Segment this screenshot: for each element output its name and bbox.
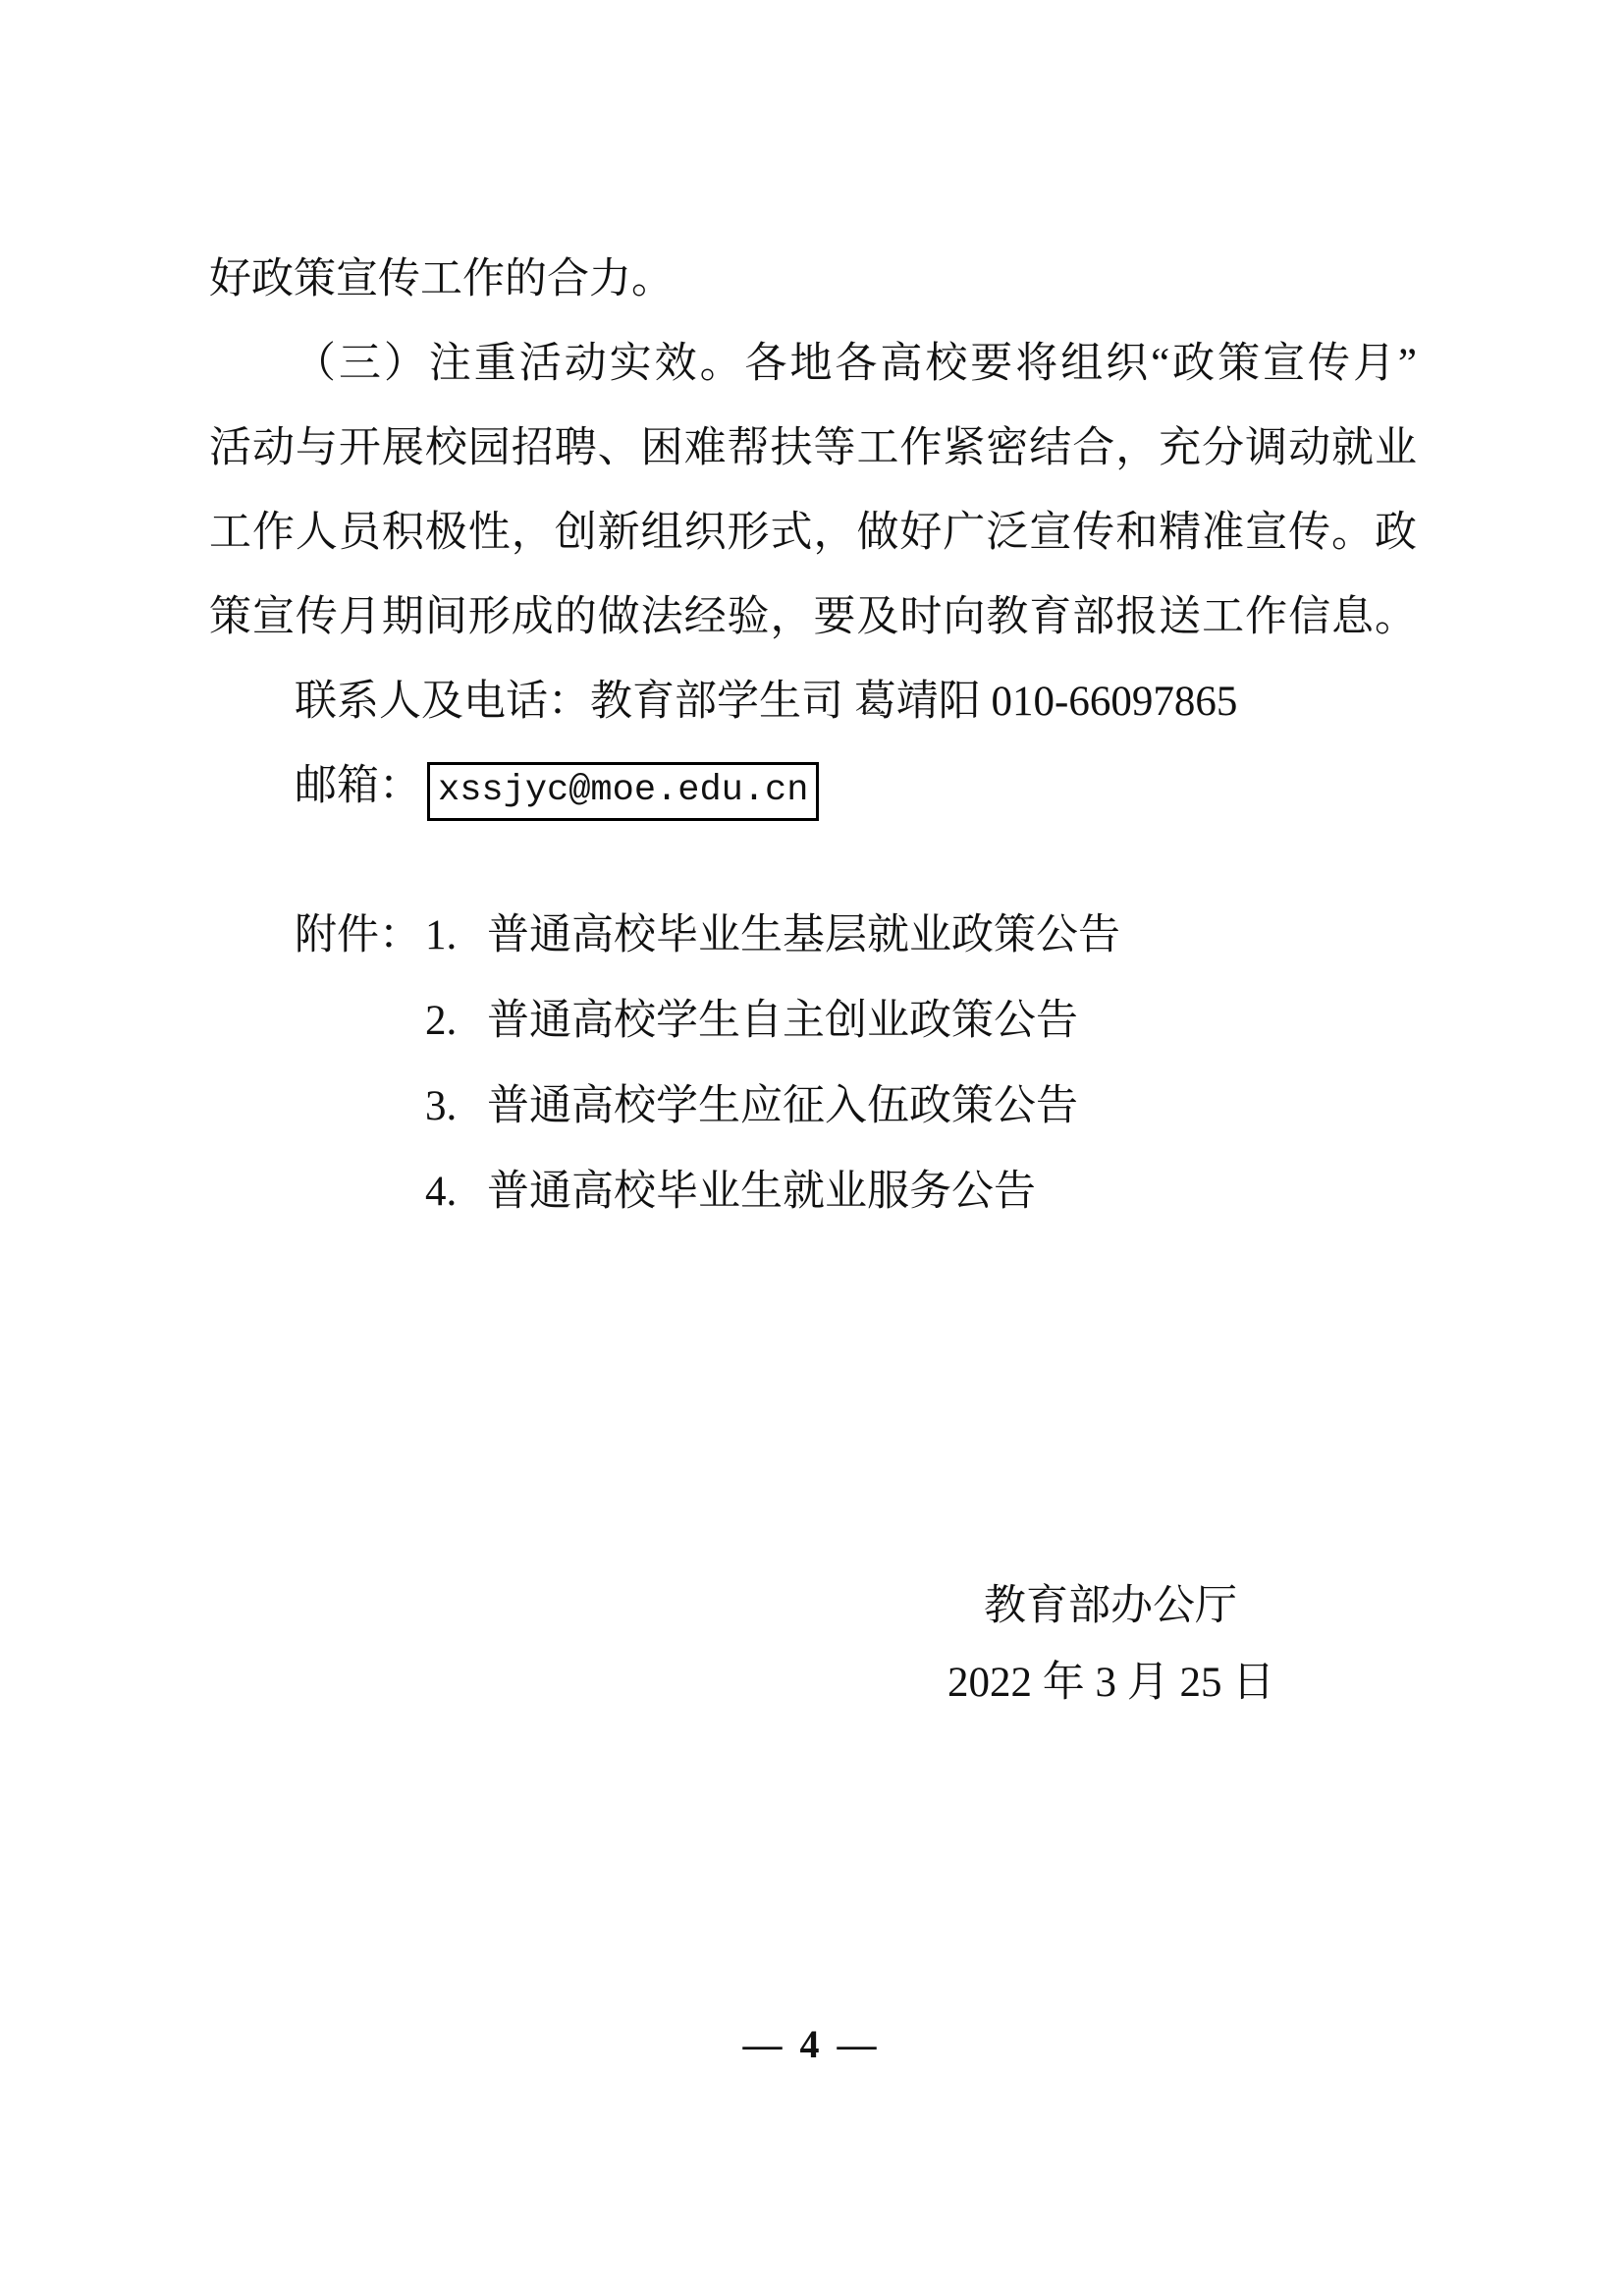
paragraph-3-line-1-rest: 各地各高校要将组织“政策宣传月”: [744, 341, 1417, 387]
email-link-box[interactable]: xssjyc@moe.edu.cn: [427, 762, 819, 821]
body-text-column: [209, 238, 1417, 829]
attachment-number: 4.: [425, 1169, 458, 1215]
attachment-title: 普通高校毕业生基层就业政策公告: [487, 912, 1120, 958]
page-number: — 4 —: [742, 2022, 881, 2066]
contact-email-line: [209, 744, 1417, 829]
contact-email-label: 邮箱：: [295, 763, 421, 809]
paragraph-3-line-2: 活动与开展校园招聘、困难帮扶等工作紧密结合，充分调动就业: [209, 425, 1417, 471]
paragraph-3-line-4: 策宣传月期间形成的做法经验，要及时向教育部报送工作信息。: [209, 594, 1417, 640]
attachment-item: [209, 893, 1417, 978]
paragraph-3-line-3: 工作人员积极性，创新组织形式，做好广泛宣传和精准宣传。政: [209, 510, 1417, 556]
attachment-title: 普通高校毕业生就业服务公告: [487, 1169, 1036, 1215]
attachment-item: [209, 1064, 1417, 1149]
attachment-item: [209, 978, 1417, 1064]
attachment-number: 3.: [425, 1083, 458, 1129]
attachment-title: 普通高校学生自主创业政策公告: [487, 998, 1078, 1044]
contact-phone-value: 教育部学生司 葛靖阳 010-66097865: [590, 679, 1238, 725]
attachment-number: 2.: [425, 998, 458, 1044]
attachment-item: [209, 1149, 1417, 1234]
attachment-number: 1.: [425, 912, 458, 958]
attachments-list: [209, 893, 1417, 1234]
signature-date: 2022 年 3 月 25 日: [947, 1660, 1275, 1706]
paragraph-3-line-1: [209, 322, 1417, 407]
contact-phone-label: 联系人及电话：: [295, 679, 590, 725]
contact-phone-line: [209, 660, 1417, 744]
signature-block: [947, 1568, 1273, 1722]
attachments-label: 附件：: [295, 912, 421, 958]
signature-org: 教育部办公厅: [984, 1583, 1237, 1629]
attachment-title: 普通高校学生应征入伍政策公告: [487, 1083, 1078, 1129]
paragraph-carryover-line: 好政策宣传工作的合力。: [209, 256, 674, 302]
paragraph-3-heading: （三）注重活动实效。: [294, 341, 745, 387]
